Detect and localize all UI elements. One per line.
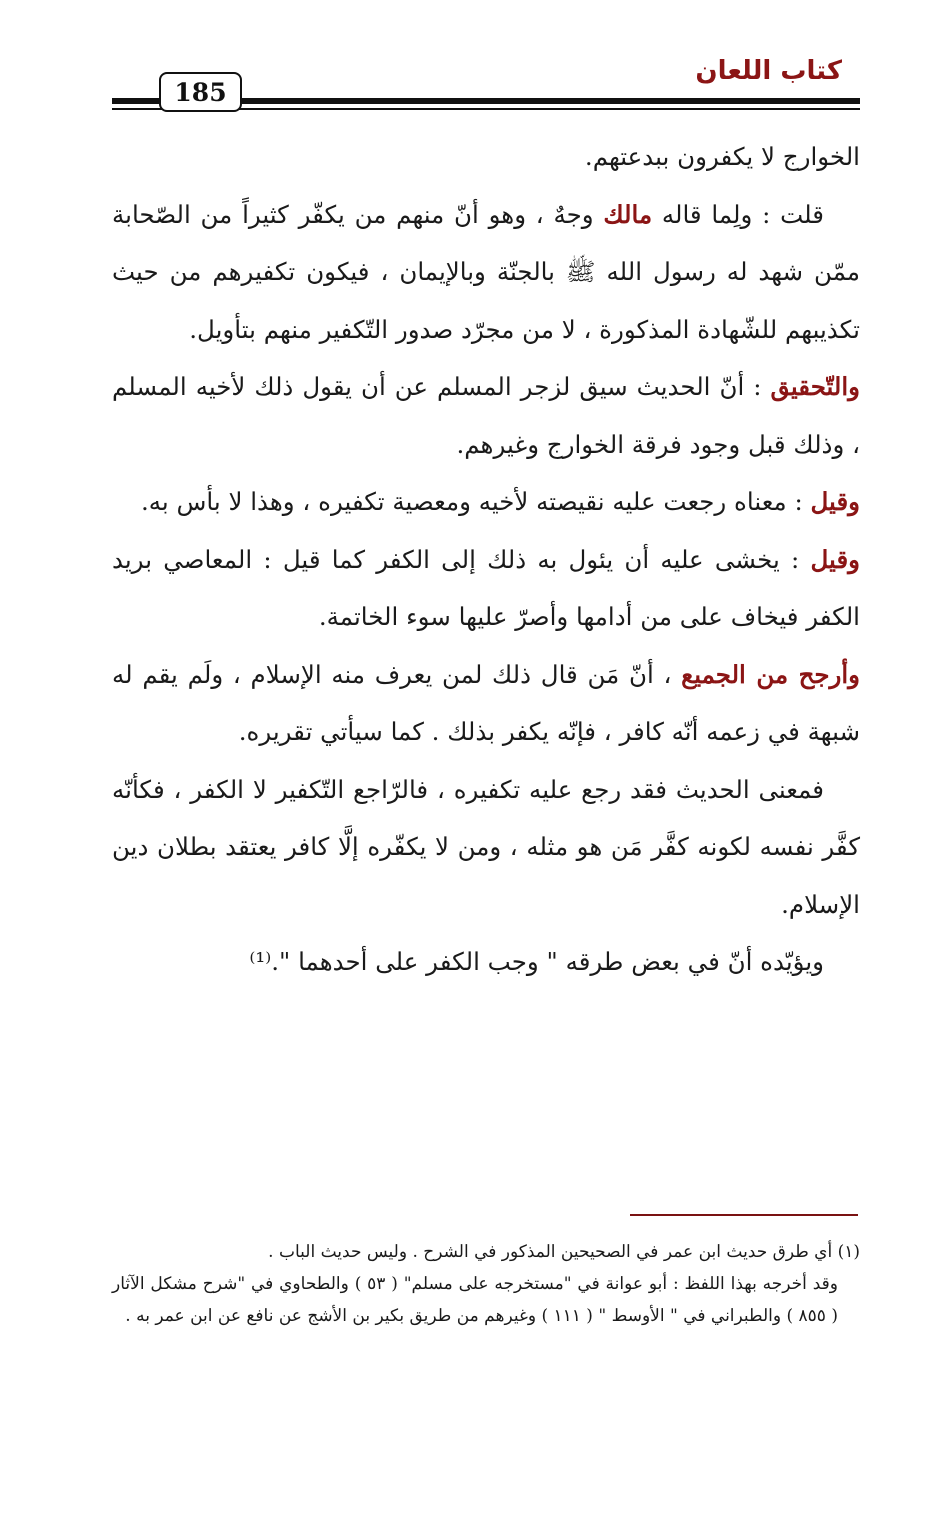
paragraph-3	[112, 358, 860, 473]
paragraph-3-text: : أنّ الحديث سيق لزجر المسلم عن أن يقول ذلك لأخيه المسلم ، وذلك قبل وجود فرقة الخوارج وغيرهم.	[112, 372, 860, 459]
paragraph-2-rest: وجهٌ ، وهو أنّ منهم من يكفّر كثيراً من الصّحابة ممّن شهد له رسول الله ﷺ بالجنّة وبالإيمان ، فيكون تكفيرهم من حيث تكذيبهم للشّهادة المذكورة ، لا من مجرّد صدور التّكفير منهم بتأويل.	[112, 199, 860, 344]
footnotes	[112, 1236, 860, 1332]
footnote-separator	[630, 1214, 858, 1216]
page-number: 185	[159, 72, 242, 112]
paragraph-4-text: : معناه رجعت عليه نقيصته لأخيه ومعصية تكفيره ، وهذا لا بأس به.	[140, 487, 811, 516]
highlight-arjah: وأرجح من الجميع	[681, 659, 860, 689]
paragraph-8: ويؤيّده أنّ في بعض طرقه " وجب الكفر على أحدهما ".⁽¹⁾	[249, 947, 824, 976]
paragraph-2-start: قلت : ولِما قاله	[652, 199, 824, 229]
page-header	[112, 50, 860, 114]
paragraph-6-text: ، أنّ مَن قال ذلك لمن يعرف منه الإسلام ، ولَم يقم له شبهة في زعمه أنّه كافر ، فإنّه يكفر بذلك . كما سيأتي تقريره.	[112, 659, 860, 746]
paragraph-5-text: : يخشى عليه أن يئول به ذلك إلى الكفر كما قيل : المعاصي بريد الكفر فيخاف على من أدامها وأصرّ عليها سوء الخاتمة.	[112, 544, 860, 631]
paragraph-4	[112, 473, 860, 531]
paragraph-1: الخوارج لا يكفرون ببدعتهم.	[584, 142, 860, 171]
highlight-tahqiq: والتّحقيق	[770, 372, 860, 401]
highlight-name-malik: مالك	[603, 199, 653, 229]
highlight-qeel-1: وقيل	[810, 487, 860, 516]
highlight-qeel-2: وقيل	[810, 544, 860, 574]
main-text	[112, 128, 860, 991]
chapter-title: كتاب اللعان	[695, 56, 842, 86]
paragraph-2	[112, 186, 860, 359]
paragraph-7: فمعنى الحديث فقد رجع عليه تكفيره ، فالرّاجع التّكفير لا الكفر ، فكأنّه كفَّر نفسه لكونه كفَّر مَن هو مثله ، ومن لا يكفّره إلَّا كافر يعتقد بطلان دين الإسلام.	[112, 774, 860, 919]
footnote-1-line-1: (١) أي طرق حديث ابن عمر في الصحيحين المذكور في الشرح . وليس حديث الباب .	[268, 1242, 860, 1262]
footnote-1-rest: وقد أخرجه بهذا اللفظ : أبو عوانة في "مستخرجه على مسلم" ( ٥٣ ) والطحاوي في "شرح مشكل الآثار ( ٨٥٥ ) والطبراني في " الأوسط " ( ١١١ ) وغيرهم من طريق بكير بن الأشج عن نافع عن ابن عمر به .	[112, 1274, 838, 1326]
paragraph-6	[112, 646, 860, 761]
paragraph-5	[112, 531, 860, 646]
